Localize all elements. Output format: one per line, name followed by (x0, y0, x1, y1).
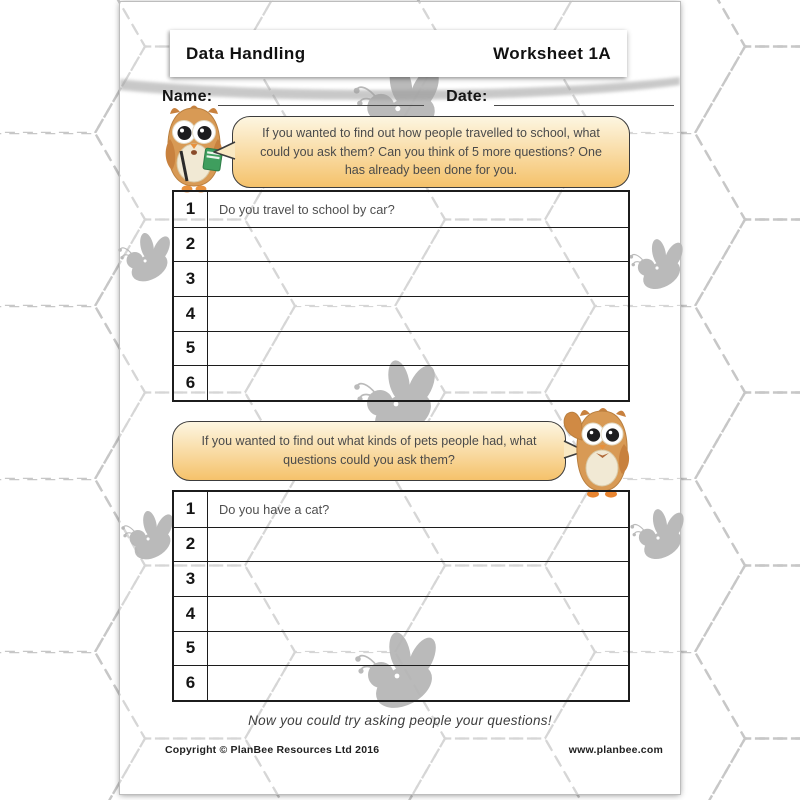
row-number: 6 (174, 666, 208, 700)
question-cell (208, 332, 628, 366)
question-cell: Do you have a cat? (219, 501, 330, 517)
table-row (174, 261, 628, 296)
question-cell (208, 366, 628, 400)
table-row (174, 631, 628, 666)
website-text: www.planbee.com (568, 744, 663, 756)
pets-bubble-text: If you wanted to find out what kinds of pets people had, what questions could you ask them? (201, 434, 537, 467)
row-number: 3 (174, 562, 208, 596)
row-number: 1 (174, 492, 208, 527)
row-number: 1 (174, 192, 208, 227)
question-cell (208, 297, 628, 331)
row-number: 5 (174, 332, 208, 366)
table-row (174, 365, 628, 400)
table-row (174, 192, 628, 227)
table-row (174, 227, 628, 262)
row-number: 6 (174, 366, 208, 400)
row-number: 5 (174, 632, 208, 666)
question-cell (208, 262, 628, 296)
question-cell (208, 562, 628, 596)
owl-mascot-waving-image (554, 404, 638, 499)
row-number: 4 (174, 297, 208, 331)
question-cell (208, 528, 628, 562)
name-label: Name: (162, 88, 213, 105)
speech-bubble-tail-left (212, 140, 236, 162)
footer-prompt: Now you could try asking people your questions! (248, 713, 552, 728)
date-write-line (494, 87, 674, 106)
travel-questions-table (172, 190, 630, 402)
pets-speech-bubble (172, 421, 566, 481)
row-number: 2 (174, 528, 208, 562)
table-row (174, 527, 628, 562)
table-row (174, 561, 628, 596)
table-row (174, 296, 628, 331)
row-number: 3 (174, 262, 208, 296)
row-number: 4 (174, 597, 208, 631)
worksheet-content (120, 2, 680, 794)
question-cell (208, 597, 628, 631)
subject-title: Data Handling (186, 43, 306, 63)
travel-bubble-text: If you wanted to find out how people travelled to school, what could you ask them? Can you think of 5 more questions? One has already been done for you. (260, 125, 602, 178)
name-write-line (218, 87, 424, 106)
row-number: 2 (174, 228, 208, 262)
question-cell (208, 666, 628, 700)
travel-speech-bubble (232, 116, 630, 188)
date-label: Date: (446, 88, 488, 105)
worksheet-number: Worksheet 1A (493, 43, 611, 63)
table-row (174, 492, 628, 527)
copyright-text: Copyright © PlanBee Resources Ltd 2016 (165, 744, 380, 756)
question-cell (208, 632, 628, 666)
copyright-row (165, 744, 663, 756)
table-row (174, 665, 628, 700)
name-date-row (162, 84, 674, 106)
pets-questions-table (172, 490, 630, 702)
question-cell: Do you travel to school by car? (219, 201, 395, 217)
question-cell (208, 228, 628, 262)
table-row (174, 596, 628, 631)
table-row (174, 331, 628, 366)
